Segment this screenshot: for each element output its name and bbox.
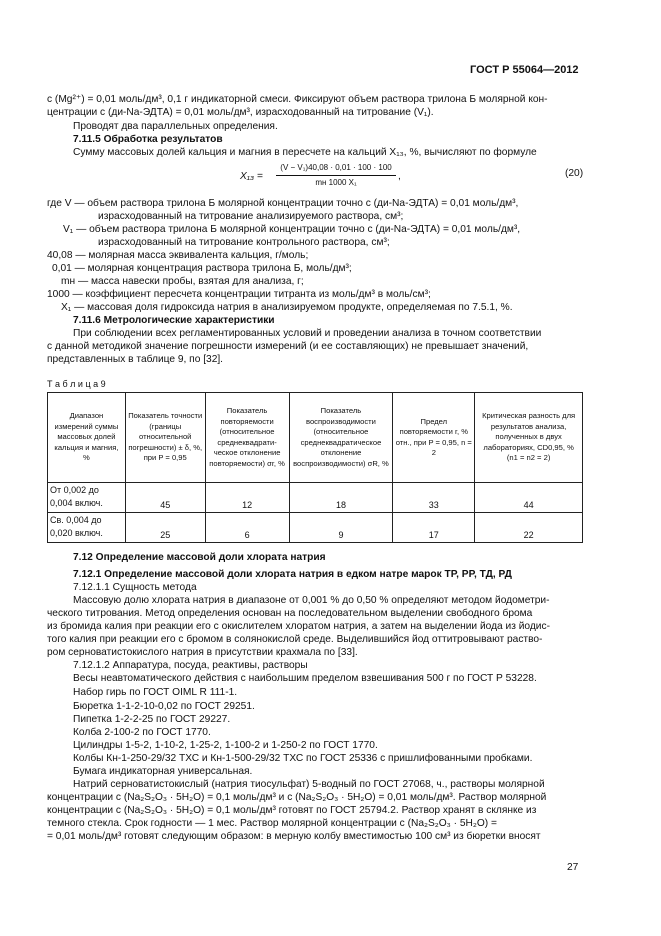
table-header-cell: Предел повторяемости r, % отн., при P = 0,95, n = 2	[393, 393, 475, 483]
paragraph-line: с данной методикой значение погрешности измерений (и ее составляющих) не превышает значений,	[47, 341, 529, 352]
table-row	[48, 483, 583, 513]
intro-line-1: с (Mg²⁺) = 0,01 моль/дм³, 0,1 г индикаторной смеси. Фиксируют объем раствора трилона Б молярной кон-	[47, 94, 548, 105]
intro-line-2: центрации с (ди-Na-ЭДТА) = 0,01 моль/дм³, израсходованный на титрование (V₁).	[47, 107, 434, 118]
where-line: V₁ — объем раствора трилона Б молярной концентрации точно с (ди-Na-ЭДТА) = 0,01 моль/дм³,	[63, 224, 521, 235]
paragraph-line: из бромида калия при реакции его с окислителем хлоратом натрия, а затем на выделении йода из йодис-	[47, 621, 550, 632]
equipment-item: Цилиндры 1-5-2, 1-10-2, 1-25-2, 1-100-2 и 1-250-2 по ГОСТ 1770.	[73, 740, 378, 751]
formula-comma: ,	[398, 171, 401, 182]
table-header-cell: Критическая разность для результатов анализа, полученных в двух лабораториях, CD0,95, % (n1 = n2 = 2)	[475, 393, 583, 483]
paragraph-line: того калия при реакции его с бромом в солянокислой среде. Выделившийся йод оттитровывают раство-	[47, 634, 543, 645]
range-cell	[48, 483, 126, 513]
where-line: X₁ — массовая доля гидроксида натрия в анализируемом продукте, определяемая по 7.5.1, %.	[61, 302, 513, 313]
range-cell	[48, 513, 126, 543]
section-7-11-5-text: Сумму массовых долей кальция и магния в пересчете на кальций X₁₃, %, вычисляют по формуле	[73, 147, 537, 158]
paragraph-line: концентрации с (Na₂S₂O₃ · 5H₂O) = 0,1 моль/дм³ готовят по ГОСТ 25794.2. Раствор хранят в склянке из	[47, 805, 537, 816]
fraction-bar	[276, 175, 396, 176]
formula-denominator: mн 1000 X₁	[315, 178, 357, 187]
reproducibility-cell: 9	[289, 513, 393, 543]
paragraph-line: = 0,01 моль/дм³ готовят следующим образом: в мерную колбу вместимостью 100 см³ из бюретки вносят	[47, 831, 541, 842]
document-code: ГОСТ Р 55064—2012	[470, 64, 579, 76]
section-7-11-6-heading: 7.11.6 Метрологические характеристики	[73, 315, 275, 326]
equipment-item: Бумага индикаторная универсальная.	[73, 766, 253, 777]
formula-numerator: (V − V₁)40,08 · 0,01 · 100 · 100	[280, 163, 392, 172]
section-7-12-heading: 7.12 Определение массовой доли хлората натрия	[73, 552, 326, 563]
formula-number: (20)	[565, 168, 584, 179]
reproducibility-cell: 18	[289, 483, 393, 513]
range-to: 0,020 включ.	[50, 528, 103, 538]
paragraph-line: Массовую долю хлората натрия в диапазоне от 0,001 % до 0,50 % определяют методом йодометри-	[73, 595, 550, 606]
where-line: где V — объем раствора трилона Б молярной концентрации точно с (ди-Na-ЭДТА) = 0,01 моль/дм³,	[47, 198, 519, 209]
formula-lhs: X₁₃ =	[240, 171, 263, 182]
section-7-12-1-heading: 7.12.1 Определение массовой доли хлората натрия в едком натре марок ТР, РР, ТД, РД	[73, 569, 512, 580]
range-from: Св. 0,004 до	[50, 515, 102, 525]
subsection-title: 7.12.1.2 Аппаратура, посуда, реактивы, растворы	[73, 660, 308, 671]
table-caption: Т а б л и ц а 9	[47, 379, 106, 389]
accuracy-cell: 25	[125, 513, 205, 543]
equipment-item: Пипетка 1-2-2-25 по ГОСТ 29227.	[73, 714, 231, 725]
equipment-item: Бюретка 1-1-2-10-0,02 по ГОСТ 29251.	[73, 701, 255, 712]
equipment-item: Колбы Кн-1-250-29/32 ТХС и Кн-1-500-29/32 ТХС по ГОСТ 25336 с пришлифованными пробками.	[73, 753, 533, 764]
accuracy-cell: 45	[125, 483, 205, 513]
where-line: израсходованный на титрование анализируемого раствора, см³;	[98, 211, 404, 222]
where-line: mн — масса навески пробы, взятая для анализа, г;	[61, 276, 304, 287]
range-to: 0,004 включ.	[50, 498, 103, 508]
section-7-11-5-heading: 7.11.5 Обработка результатов	[73, 134, 223, 145]
repeatability-cell: 6	[205, 513, 289, 543]
repeatability-cell: 12	[205, 483, 289, 513]
intro-line-3: Проводят два параллельных определения.	[73, 121, 278, 132]
paragraph-line: концентрации с (Na₂S₂O₃ · 5H₂O) = 0,1 моль/дм³ и с (Na₂S₂O₃ · 5H₂O) = 0,01 моль/дм³. Раствор молярной	[47, 792, 547, 803]
critical-difference-cell: 44	[475, 483, 583, 513]
where-line: израсходованный на титрование контрольного раствора, см³;	[98, 237, 390, 248]
paragraph-line: темного стекла. Срок годности — 1 мес. Раствор молярной концентрации с (Na₂S₂O₃ · 5H₂O) =	[47, 818, 497, 829]
table-header-cell: Показатель точности (границы относительной погрешности) ± δ, %, при P = 0,95	[125, 393, 205, 483]
paragraph-line: представленных в таблице 9, по [32].	[47, 354, 224, 365]
repeatability-limit-cell: 33	[393, 483, 475, 513]
equipment-item: Весы неавтоматического действия с наибольшим пределом взвешивания 500 г по ГОСТ Р 53228.	[73, 673, 537, 684]
range-from: От 0,002 до	[50, 485, 99, 495]
where-line: 40,08 — молярная масса эквивалента кальция, г/моль;	[47, 250, 309, 261]
page-number: 27	[567, 862, 579, 873]
table-header-cell: Показатель воспроизводимости (относительное среднеквадратическое отклонение воспроизводимости) σR, %	[289, 393, 393, 483]
paragraph-line: ческого титрования. Метод определения основан на последовательном выделении свободного брома	[47, 608, 533, 619]
table-9	[47, 392, 583, 543]
critical-difference-cell: 22	[475, 513, 583, 543]
paragraph-line: Натрий серноватистокислый (натрия тиосульфат) 5-водный по ГОСТ 27068, ч., растворы молярной	[73, 779, 545, 790]
where-line: 0,01 — молярная концентрация раствора трилона Б, моль/дм³;	[52, 263, 352, 274]
equipment-item: Колба 2-100-2 по ГОСТ 1770.	[73, 727, 211, 738]
equipment-item: Набор гирь по ГОСТ OIML R 111-1.	[73, 687, 238, 698]
subsection-title: 7.12.1.1 Сущность метода	[73, 582, 197, 593]
table-header-cell: Показатель повторяемости (относительное среднеквадратическое отклонение повторяемости) σr, %	[205, 393, 289, 483]
table-row	[48, 513, 583, 543]
table-header-row	[48, 393, 583, 483]
paragraph-line: При соблюдении всех регламентированных условий и проведении анализа в точном соответствии	[73, 328, 542, 339]
repeatability-limit-cell: 17	[393, 513, 475, 543]
table-header-cell: Диапазон измерений суммы массовых долей кальция и магния, %	[48, 393, 126, 483]
where-line: 1000 — коэффициент пересчета концентрации титранта из моль/дм³ в моль/см³;	[47, 289, 431, 300]
paragraph-line: ром серноватистокислого натрия в присутствии крахмала по [33].	[47, 647, 358, 658]
